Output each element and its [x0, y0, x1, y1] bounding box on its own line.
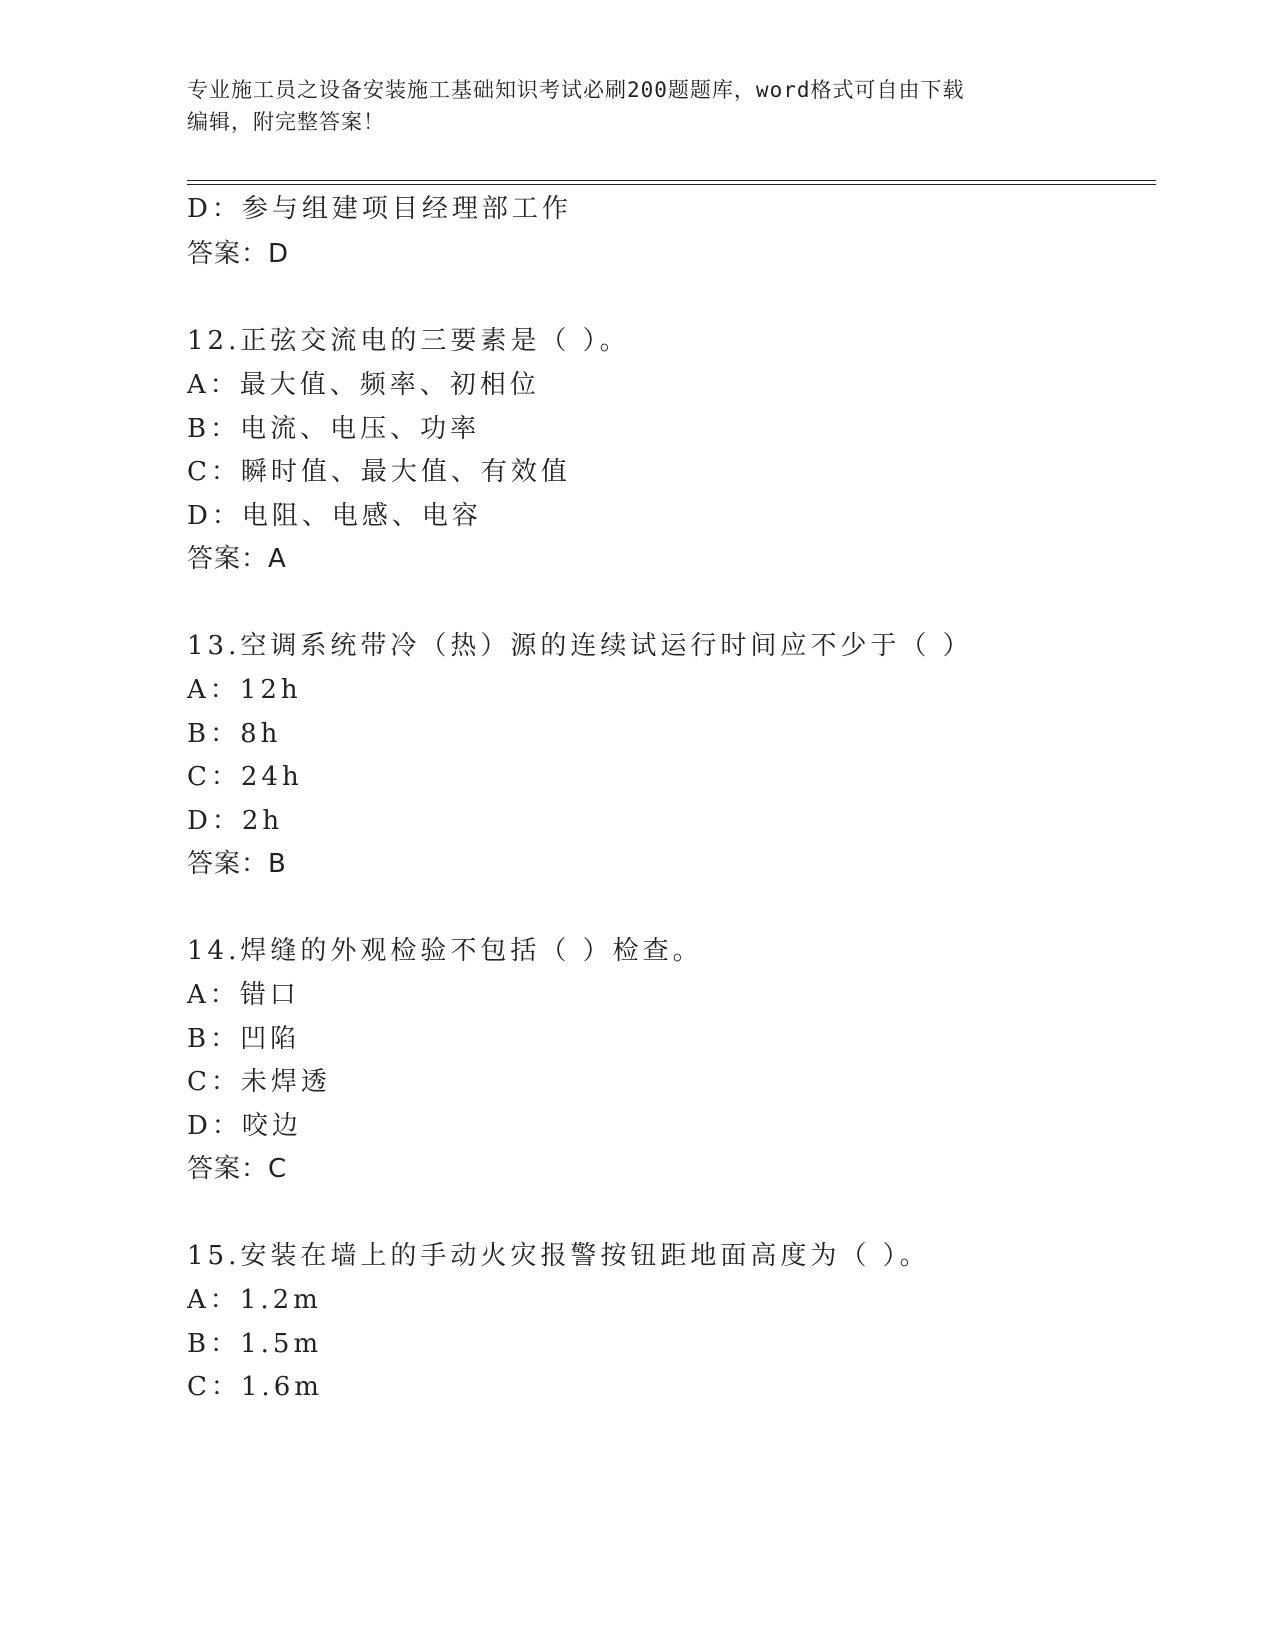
q12-answer: 答案：A	[187, 544, 287, 574]
q12-option-b: B：电流、电压、功率	[187, 414, 481, 444]
q11-answer: 答案：D	[187, 239, 290, 269]
q13-answer: 答案：B	[187, 849, 287, 879]
q13-option-d: D：2h	[187, 806, 284, 836]
q15-option-c: C：1.6m	[187, 1372, 323, 1402]
header-line-1: 专业施工员之设备安装施工基础知识考试必刷200题题库，word格式可自由下载	[187, 78, 965, 102]
q14-option-b: B：凹陷	[187, 1024, 301, 1054]
q14-answer: 答案：C	[187, 1154, 288, 1184]
q15-option-a: A：1.2m	[187, 1285, 322, 1315]
q13-option-b: B：8h	[187, 719, 282, 749]
q13-option-c: C：24h	[187, 762, 303, 792]
q13-question: 13.空调系统带冷（热）源的连续试运行时间应不少于（ ）	[187, 631, 973, 661]
q12-question: 12.正弦交流电的三要素是（ ）。	[187, 326, 630, 356]
q12-option-c: C：瞬时值、最大值、有效值	[187, 457, 571, 487]
q13-option-a: A：12h	[187, 675, 302, 705]
q12-option-a: A：最大值、频率、初相位	[187, 370, 540, 400]
q14-question: 14.焊缝的外观检验不包括（ ）检查。	[187, 936, 703, 966]
page-header	[187, 74, 1067, 138]
q12-option-d: D：电阻、电感、电容	[187, 501, 482, 531]
header-divider-bottom	[187, 184, 1156, 185]
header-divider-top	[187, 180, 1156, 181]
q14-option-a: A：错口	[187, 980, 300, 1010]
header-line-2: 编辑，附完整答案！	[187, 110, 385, 134]
q14-option-c: C：未焊透	[187, 1067, 331, 1097]
q15-option-b: B：1.5m	[187, 1329, 323, 1359]
q15-question: 15.安装在墙上的手动火灾报警按钮距地面高度为（ ）。	[187, 1241, 930, 1271]
q14-option-d: D：咬边	[187, 1111, 302, 1141]
q11-option-d: D：参与组建项目经理部工作	[187, 194, 572, 224]
